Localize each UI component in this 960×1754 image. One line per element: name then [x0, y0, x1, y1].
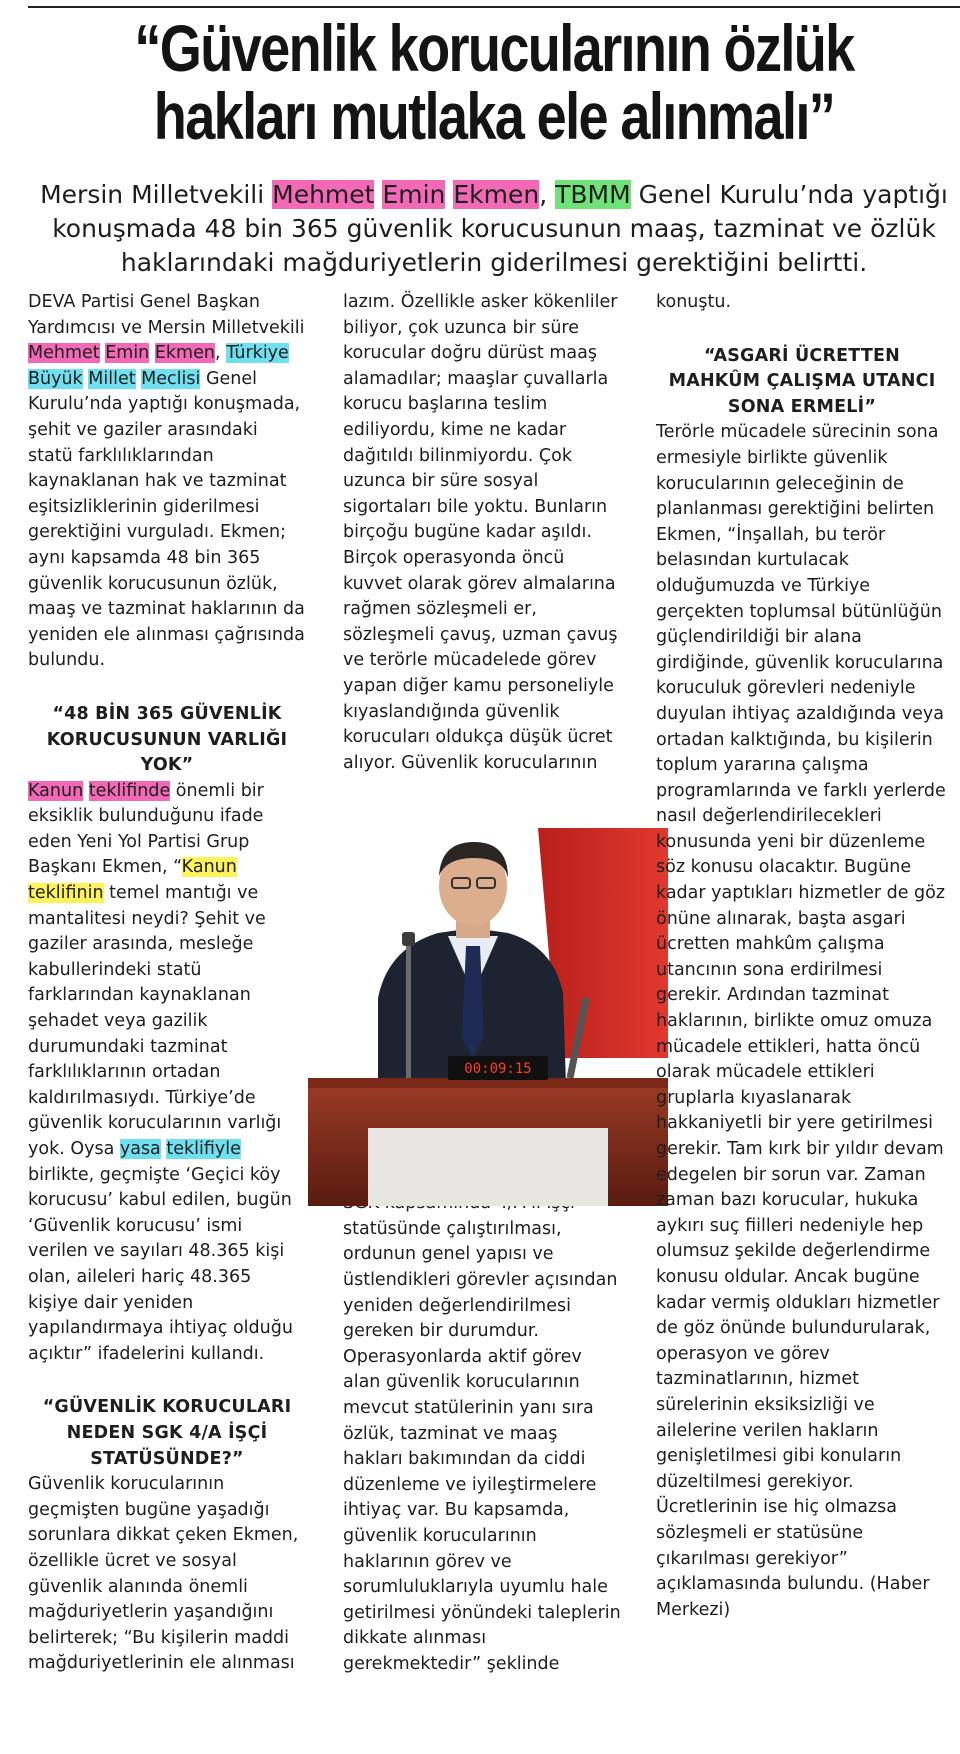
section-subheading: “48 BİN 365 GÜVENLİK KORUCUSUNUN VARLIĞI YOK” — [46, 703, 288, 776]
speaker-photo — [308, 828, 668, 1206]
headline — [112, 11, 876, 153]
text: , — [214, 343, 227, 364]
highlight-term: yasa — [119, 1139, 161, 1159]
highlight-term: teklifiyle — [166, 1139, 241, 1159]
subhead-text: haklarındaki mağduriyetlerin giderilmesi gerektiğini belirtti. — [120, 248, 868, 277]
paragraph: konuştu. — [656, 292, 732, 312]
text: önemli bir eksiklik bulunduğunu ifade eden Yeni Yol Partisi Grup Başkanı Ekmen, “ — [28, 780, 264, 878]
paragraph — [28, 290, 306, 674]
highlight-term: Kanun — [28, 780, 84, 801]
text: DEVA Partisi Genel Başkan Yardımcısı ve Mersin Milletvekili — [28, 292, 305, 338]
paragraph: lazım. Özellikle asker kökenliler biliyor, çok uzunca bir süre korucular doğru dürüst maaş alamadılar; maaşlar çuvallarla korucu başlarına teslim ediliyordu, kime ne kadar dağıtıldı bilinmiyordu. Çok uzunca bir süre sosyal sigortaları bile yoktu. Bunların birçoğu bugüne kadar aşıldı. Birçok operasyonda öncü kuvvet olarak görev almalarına rağmen sözleşmeli er, sözleşmeli çavuş, uzman çavuş ve terörle mücadelede görev yapan diğer kamu personeliyle kıyaslandığında güvenlik korucuları oldukça düşük ücret alıyor. Güvenlik korucularının — [343, 292, 618, 773]
text: birlikte, geçmişte ‘Geçici köy korucusu’ kabul edilen, bugün ‘Güvenlik korucusu’ ismi verilen ve sayıları 48.365 kişi olan, aileleri hariç 48.365 kişiye dair yeniden yapılandırmaya ihtiyaç olduğu açıktır” ifadelerini kullandı. — [28, 1164, 293, 1364]
highlight-name: Emin — [382, 180, 446, 209]
highlight-name: Emin — [105, 343, 150, 364]
text: temel mantığı ve mantalitesi neydi? Şehit ve gaziler arasında, mesleğe kabullerindeki statü farklarından kaynaklanan şehadet veya gazilik durumundaki tazminat farklılıklarının ortadan kaldırılmasıydı. Türkiye’de güvenlik korucularının varlığı yok. Oysa — [28, 883, 282, 1159]
headline-line-1: “Güvenlik korucularının özlük — [134, 11, 854, 85]
highlight-term: Kanun — [181, 857, 237, 878]
highlight-org: Büyük — [28, 368, 83, 389]
necktie — [462, 946, 484, 1058]
highlight-name: Mehmet — [28, 343, 100, 364]
text: Genel Kurulu’nda yaptığı konuşmada, şehit ve gaziler arasındaki statü farklılıklarından kaynaklanan hak ve tazminat eşitsizliklerinin giderilmesi gerektiğini vurguladı. Ekmen; aynı kapsamda 48 bin 365 güvenlik korucusunun özlük, maaş ve tazminat haklarının da yeniden ele alınması çağrısında bulundu. — [28, 368, 305, 671]
highlight-term: teklifinin — [28, 883, 104, 904]
headline-line-2: hakları mutlaka ele alınmalı” — [153, 79, 835, 153]
subhead-text: Genel Kurulu’nda yaptığı — [630, 180, 948, 209]
subheadline — [28, 178, 960, 280]
highlight-term: teklifinde — [88, 780, 171, 801]
highlight-org: Meclisi — [141, 368, 201, 389]
section-subheading: “ASGARİ ÜCRETTEN MAHKÛM ÇALIŞMA UTANCI SONA ERMELİ” — [668, 345, 936, 417]
section-subheading: “GÜVENLİK KORUCULARI NEDEN SGK 4/A İŞÇİ STATÜSÜNDE?” — [42, 1397, 292, 1469]
paragraph: Terörle mücadele sürecinin sona ermesiyle birlikte güvenlik korucularının geleceğinin de planlanması gerektiğini belirten Ekmen, “İnşallah, bu terör belasından kurtulacak olduğumuzda ve Türkiye gerçekten toplumsal bütünlüğün güçlendirildiği bir alana girdiğinde, güvenlik korucularına koruculuk görevleri nedeniyle duyulan ihtiyaç azaldığında veya ortadan kalktığında, bu kişilerin toplum yararına çalışma programlarında ve farklı yerlerde nasıl değerlendirilecekleri konusunda yeni bir düzenleme söz konusu olacaktır. Bugüne kadar yaptıkları hizmetler de göz önüne alınarak, başta asgari ücretten mahkûm çalışma utancının sona erdirilmesi gerekir. Ardından tazminat haklarının, birlikte omuz omuza mücadele ettikleri, hatta öncü olarak mücadele ettikleri gruplarla kıyaslanarak hakkaniyetli bir yere getirilmesi gerekir. Tam kırk bir yıldır devam edegelen bir sorun var. Zaman zaman bazı korucular, hukuka aykırı suç fiilleri nedeniyle hep olumsuz şekilde değerlendirme konusu oldular. Ancak bugüne kadar vermiş oldukları hizmetler de göz önünde bulundurularak, operasyon ve görev tazminatlarının, hizmet sürelerinin eksiksizliği ve ailelerine verilen hakların genişletilmesi gibi konuların düzeltilmesi gerekiyor. Ücretlerinin ise hiç olmazsa sözleşmeli er statüsüne çıkarılması gerekiyor” açıklamasında bulundu. (Haber Merkezi) — [656, 422, 946, 1620]
microphone-left — [406, 938, 411, 1088]
paragraph: Güvenlik korucularının geçmişten bugüne yaşadığı sorunlara dikkat çeken Ekmen, özellikle ücret ve sosyal güvenlik alanında önemli mağduriyetlerin yaşandığını belirterek; “Bu kişilerin maddi mağduriyetlerinin ele alınması — [28, 1474, 299, 1674]
highlight-name: Ekmen — [154, 343, 215, 364]
article-column-3 — [656, 290, 948, 1623]
subhead-text: Mersin Milletvekili — [40, 180, 273, 209]
subhead-text: , — [539, 180, 556, 209]
article-column-1 — [28, 290, 306, 1677]
highlight-name: Mehmet — [272, 180, 375, 209]
paragraph — [28, 779, 306, 1368]
top-rule — [28, 6, 960, 8]
subhead-text: konuşmada 48 bin 365 güvenlik korucusunun maaş, tazminat ve özlük — [52, 214, 936, 243]
highlight-org: Millet — [88, 368, 136, 389]
speaker-photo-illustration — [308, 828, 668, 1206]
paragraph: statüsünde çalıştırılması, ordunun genel yapısı ve üstlendikleri görevler açısından yeniden değerlendirilmesi gereken bir durumdur. Operasyonlarda aktif görev alan güvenlik korucularının mevcut statülerinin yanı sıra özlük, tazminat ve maaş hakları bakımından da ciddi düzenleme ve iyileştirmelere ihtiyaç var. Bu kapsamda, güvenlik korucularının haklarının görev ve sorumluluklarıyla uyumlu hale getirilmesi yönündeki taleplerin dikkate alınması gerekmektedir” şeklinde — [343, 1218, 621, 1674]
timer-text: 00:09:15 — [464, 1061, 532, 1077]
highlight-name: Ekmen — [453, 180, 540, 209]
highlight-org: Türkiye — [226, 343, 289, 364]
highlight-org: TBMM — [555, 180, 631, 209]
